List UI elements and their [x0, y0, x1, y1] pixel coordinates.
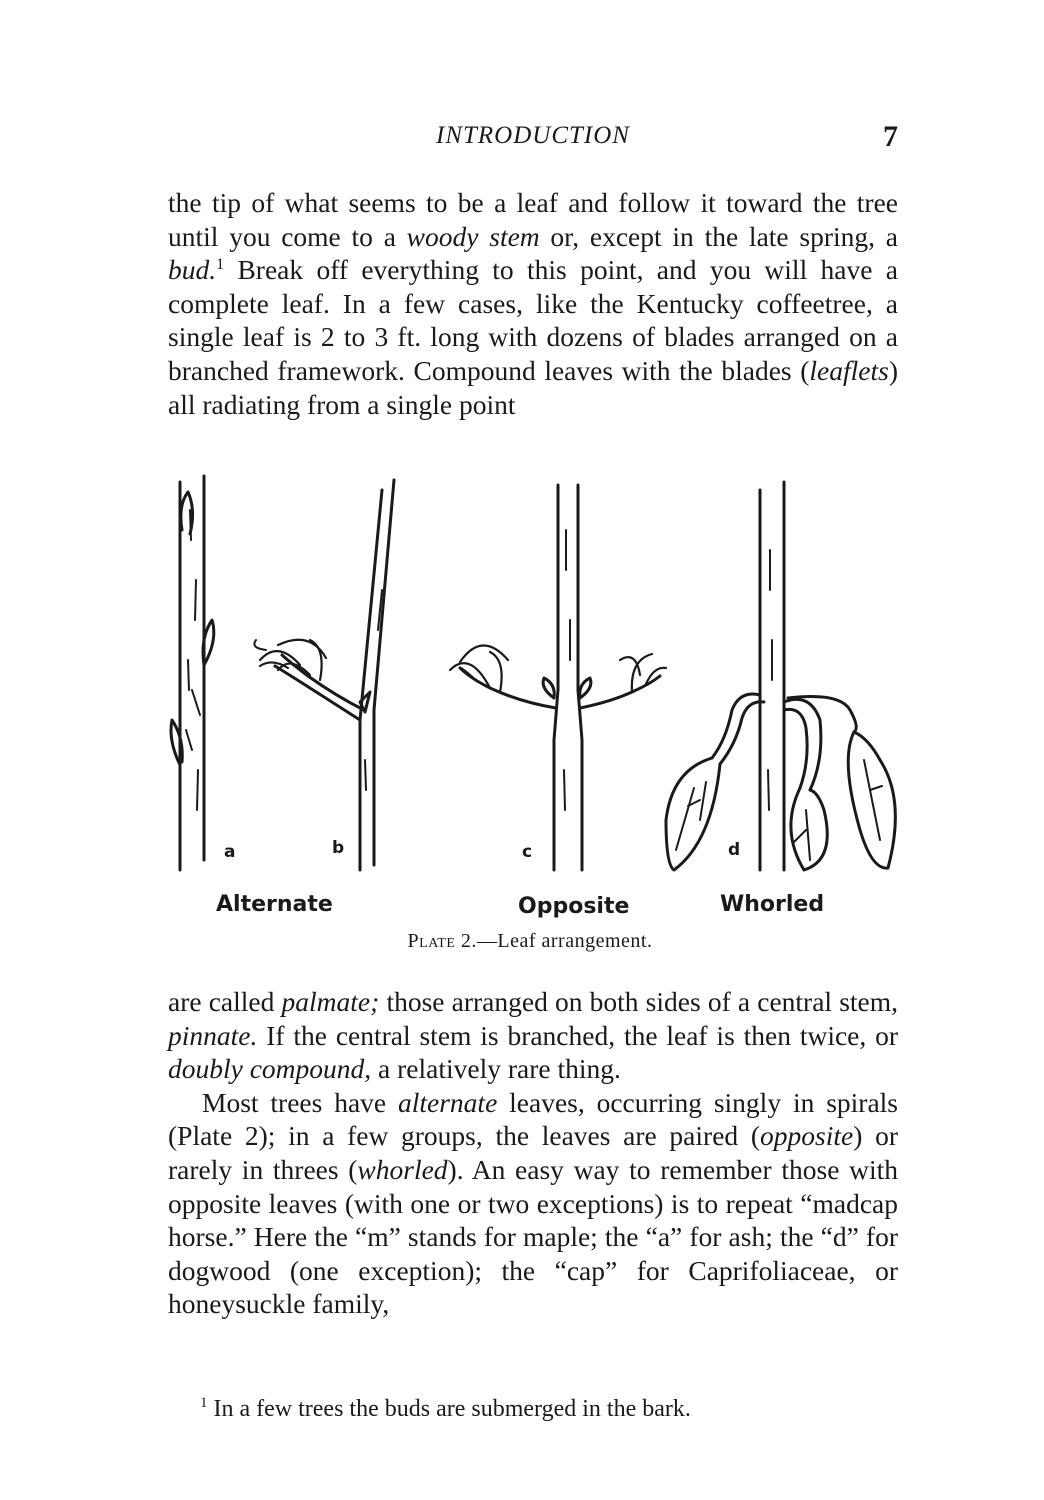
term-alternate: alternate	[397, 1086, 498, 1118]
twig-alternate-buds	[171, 476, 214, 870]
label-alternate: Alternate	[216, 892, 333, 917]
text-run: leaves, occurring singly in spirals (Plate 2); in a few groups, the leaves are paired (	[168, 1086, 899, 1152]
text-run: If the central stem is branched, the leaf is then twice, or	[257, 1019, 898, 1051]
text-block-bottom	[168, 985, 898, 1321]
footnote-text: In a few trees the buds are submerged in the bark.	[207, 1396, 691, 1422]
footnote-mark: 1	[200, 1395, 208, 1411]
text-run: ) all radiating from a single point	[168, 354, 898, 420]
label-whorled: Whorled	[720, 892, 825, 917]
running-head	[168, 120, 898, 156]
plate-caption	[160, 930, 900, 953]
text-run: ). An easy way to remember those with opposite leaves (with one or two exceptions) is to repeat “madcap horse.” Here the “m” stands for maple; the “a” for ash; the “d” for dogwood (one exception); the “cap” for Caprifoliaceae, or honeysuckle family,	[168, 1153, 898, 1320]
text-block-top	[168, 186, 898, 421]
footnote	[200, 1394, 900, 1424]
text-run: a relatively rare thing.	[371, 1053, 621, 1085]
letter-c: c	[522, 842, 533, 862]
twig-alternate-leafstalk	[254, 480, 394, 870]
letter-b: b	[332, 838, 345, 858]
paragraph-leaf-definition	[168, 186, 898, 421]
text-run: those arranged on both sides of a central stem,	[379, 986, 899, 1017]
term-palmate: palmate;	[281, 986, 380, 1017]
letter-d: d	[728, 840, 741, 860]
term-woody-stem: woody stem	[406, 220, 540, 252]
text-run: Break off everything to this point, and you will have a complete leaf. In a few cases, like the Kentucky coffeetree, a single leaf is 2 to 3 ft. long with dozens of blades arranged on a branched framework. Compound leaves with the blades (	[168, 254, 898, 386]
text-run: ) or rarely in threes (	[168, 1120, 898, 1185]
caption-text: —Leaf arrangement.	[476, 930, 653, 952]
term-opposite: opposite	[760, 1120, 854, 1152]
twig-whorled	[666, 482, 895, 870]
label-opposite: Opposite	[518, 894, 630, 919]
paragraph-compound-leaves	[168, 985, 898, 1086]
page-number: 7	[883, 120, 898, 153]
running-title: INTRODUCTION	[436, 122, 630, 149]
text-run: or, except in the late spring, a	[539, 220, 898, 252]
twig-opposite	[450, 485, 666, 870]
paragraph-leaf-arrangement	[168, 1086, 898, 1321]
term-doubly-compound: doubly compound,	[168, 1053, 372, 1085]
term-bud: bud.	[168, 254, 217, 286]
caption-prefix: Plate 2.	[407, 930, 477, 952]
text-run: are called	[168, 986, 282, 1017]
plate-2-figure	[160, 470, 900, 960]
term-leaflets: leaflets	[809, 354, 889, 386]
letter-a: a	[224, 842, 236, 862]
text-run: Most trees have	[202, 1086, 398, 1118]
term-pinnate: pinnate.	[168, 1019, 258, 1051]
text-run: the tip of what seems to be a leaf and follow it toward the tree until you come to a	[168, 187, 898, 252]
term-whorled: whorled	[357, 1153, 448, 1185]
footnote-reference: 1	[216, 256, 225, 274]
